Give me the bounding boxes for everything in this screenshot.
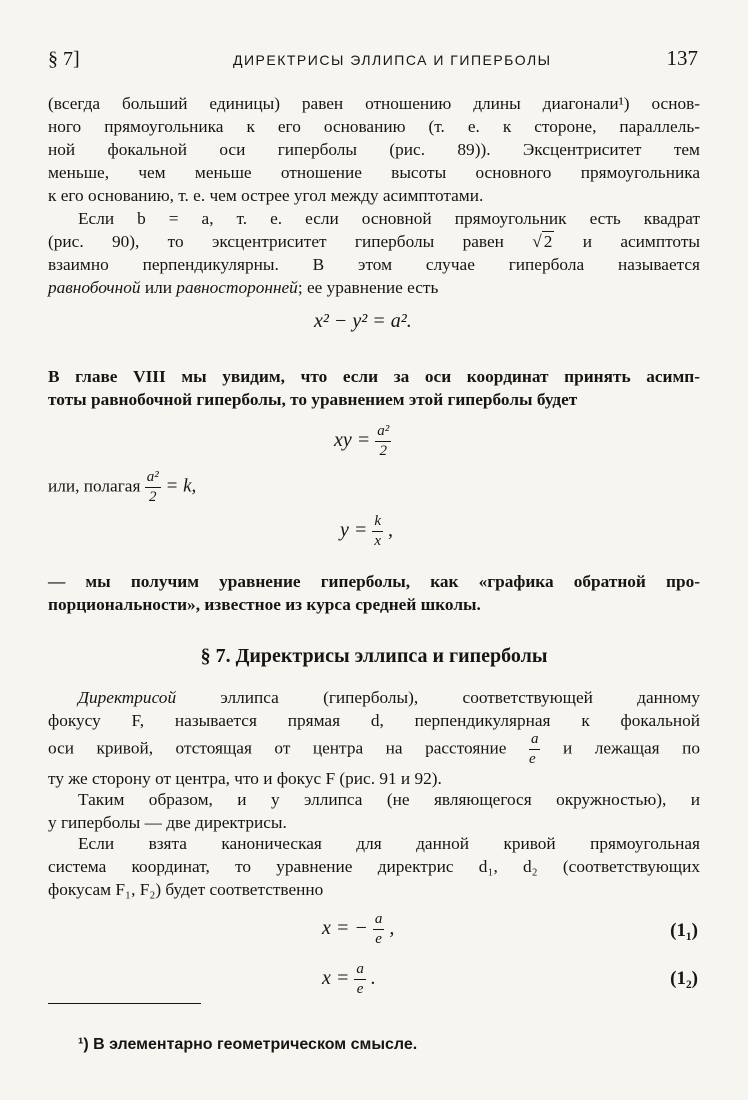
text-line: у гиперболы — две директрисы. — [48, 813, 287, 832]
running-title: ДИРЕКТРИСЫ ЭЛЛИПСА И ГИПЕРБОЛЫ — [233, 52, 552, 68]
section-title: § 7. Директрисы эллипса и гиперболы — [200, 645, 548, 667]
fraction-denominator: 2 — [379, 443, 387, 459]
paragraph-inverse-proportion — [48, 570, 700, 616]
footnote — [78, 1036, 417, 1054]
fraction-numerator: k — [372, 514, 383, 532]
text-line: В главе VIII мы увидим, что если за оси координат принять асимп- — [48, 367, 700, 386]
text-span: и асимптоты — [554, 232, 700, 251]
formula-end: , — [383, 519, 394, 542]
paragraph-canonical-system — [48, 832, 700, 901]
fraction-denominator: x — [374, 533, 382, 549]
equation-directrix-2 — [322, 962, 376, 997]
text-line: фокусам F₁, F₂) будет соответственно — [48, 880, 324, 899]
fraction — [354, 962, 366, 997]
text-line: ту же сторону от центра, что и фокус F (рис. 91 и 92). — [48, 769, 442, 788]
text-span: эллипса (гиперболы), соответствующей данному — [176, 688, 700, 707]
formula-xy — [334, 424, 391, 459]
text-line: Таким образом, и у эллипса (не являющегося окружностью), и — [78, 790, 700, 809]
equation-directrix-1 — [322, 912, 394, 947]
text-span: оси кривой, отстоящая от центра на расстояние — [48, 738, 529, 758]
formula-substitution — [48, 470, 196, 505]
fraction-numerator: a² — [145, 470, 161, 488]
text-span: и лежащая по — [540, 738, 700, 758]
text-line: ного прямоугольника к его основанию (т. е. к стороне, параллель- — [48, 117, 700, 136]
footnote-rule — [48, 1003, 201, 1004]
text-line: взаимно перпендикулярны. В этом случае гипербола называется — [48, 255, 700, 274]
sqrt-expression: √ 2 — [532, 232, 553, 251]
fraction-denominator: 2 — [149, 489, 157, 505]
term-italic: Директрисой — [78, 688, 177, 707]
fraction — [145, 470, 161, 505]
text-line: порциональности», известное из курса средней школы. — [48, 595, 481, 614]
fraction — [372, 514, 383, 549]
formula-end: , — [384, 917, 395, 940]
formula-lhs: y = — [340, 519, 373, 542]
paragraph-directrix-definition — [48, 686, 700, 790]
fraction-numerator: a — [354, 962, 366, 980]
footnote-mark: ¹) — [78, 1036, 89, 1053]
fraction — [529, 732, 541, 767]
fraction-numerator: a — [373, 912, 385, 930]
equation-label-2: (1₂) — [670, 968, 698, 989]
text-line: ной фокальной оси гиперболы (рис. 89)). Эксцентриситет тем — [48, 140, 700, 159]
text-line: фокусу F, называется прямая d, перпендикулярная к фокальной — [48, 711, 700, 730]
fraction-numerator: a — [529, 732, 541, 750]
fraction — [375, 424, 391, 459]
formula-rhs: = k, — [160, 475, 197, 497]
text-line: к его основанию, т. е. чем острее угол между асимптотами. — [48, 186, 484, 205]
formula-equilateral-hyperbola: x² − y² = a². — [314, 310, 412, 332]
page-header — [48, 46, 698, 76]
text-line — [48, 686, 700, 709]
footnote-text: В элементарно геометрическом смысле. — [88, 1036, 418, 1053]
term-italic: равнобочной — [48, 278, 141, 297]
text-line: — мы получим уравнение гиперболы, как «графика обратной про- — [48, 572, 700, 591]
text-line — [48, 732, 700, 767]
text-span: или — [140, 278, 177, 297]
paragraph-two-directrices — [48, 788, 700, 834]
header-section: § 7] — [48, 48, 80, 70]
text-line — [48, 276, 700, 299]
formula-end: . — [365, 967, 376, 990]
fraction-denominator: e — [356, 981, 364, 997]
paragraph-eccentricity — [48, 92, 700, 207]
fraction-numerator: a² — [375, 424, 391, 442]
paragraph-asymptotes — [48, 365, 700, 411]
formula-lhs: xy = — [334, 429, 376, 452]
fraction-denominator: e — [528, 751, 536, 767]
text-line: тоты равнобочной гиперболы, то уравнением этой гиперболы будет — [48, 390, 578, 409]
equation-label-1: (1₁) — [670, 920, 698, 941]
text-line: Если взята каноническая для данной кривой прямоугольная — [78, 834, 700, 853]
text-span: или, полагая — [48, 476, 145, 496]
text-line: меньше, чем меньше отношение высоты основного прямоугольника — [48, 163, 700, 182]
formula-lhs: x = — [322, 967, 355, 990]
text-line — [48, 230, 700, 253]
text-span: ; ее уравнение есть — [297, 278, 439, 297]
text-span: (рис. 90), то эксцентриситет гиперболы равен — [48, 232, 533, 251]
formula-y-equals-k-over-x — [340, 514, 393, 549]
paragraph-equilateral — [48, 207, 700, 299]
fraction — [373, 912, 385, 947]
page-number: 137 — [666, 46, 698, 70]
text-line: Если b = a, т. е. если основной прямоугольник есть квадрат — [78, 209, 700, 228]
sqrt-radicand: 2 — [543, 232, 553, 251]
text-line: (всегда больший единицы) равен отношению длины диагонали¹) основ- — [48, 94, 700, 113]
formula-lhs: x = − — [322, 917, 373, 940]
fraction-denominator: e — [375, 931, 382, 947]
term-italic: равносторонней — [176, 278, 298, 297]
text-line: система координат, то уравнение директрис d₁, d₂ (соответствующих — [48, 857, 700, 876]
